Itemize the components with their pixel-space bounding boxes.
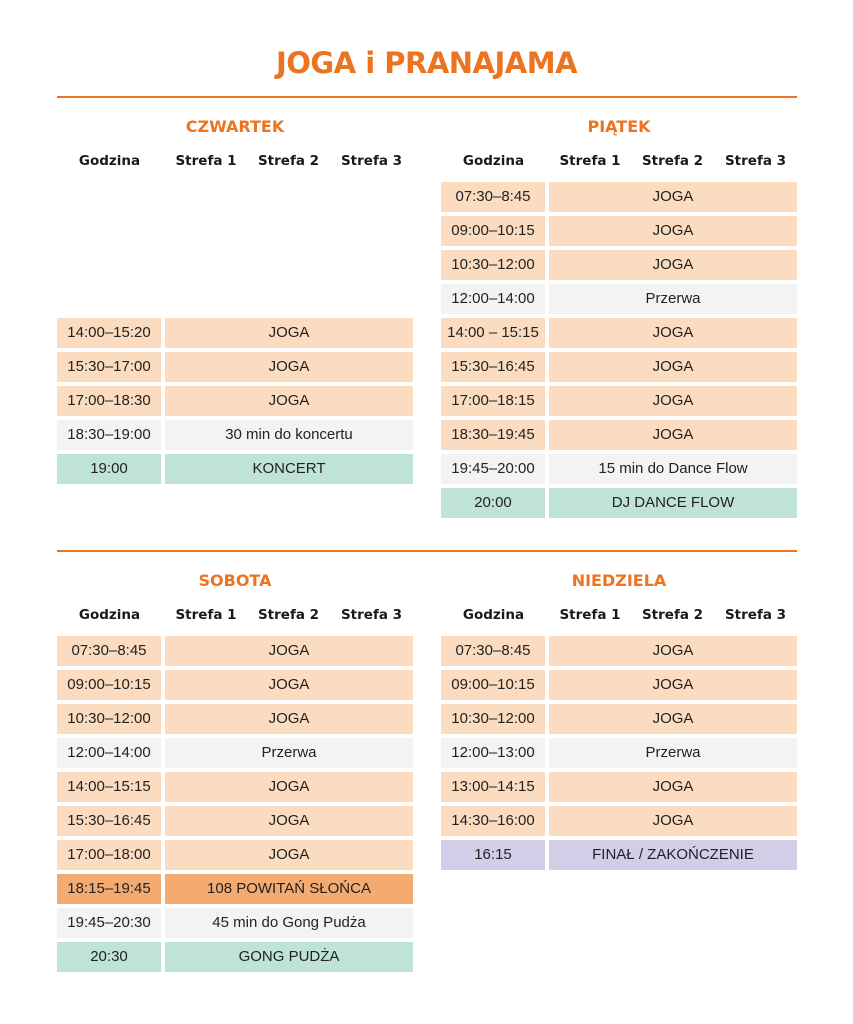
header-zone-2: Strefa 2 — [257, 607, 320, 623]
table-row — [441, 806, 797, 836]
activity-cell: JOGA — [549, 386, 797, 416]
table-row — [57, 670, 413, 700]
table-row — [441, 182, 797, 212]
activity-cell: Przerwa — [549, 738, 797, 768]
activity-cell: DJ DANCE FLOW — [549, 488, 797, 518]
time-cell: 15:30–16:45 — [441, 352, 545, 382]
table-row — [57, 738, 413, 768]
table-row — [57, 806, 413, 836]
table-row — [57, 874, 413, 904]
time-cell: 14:00–15:20 — [57, 318, 161, 348]
table-row — [441, 216, 797, 246]
table-row — [441, 454, 797, 484]
day-title: SOBOTA — [198, 571, 272, 590]
time-cell: 14:00–15:15 — [57, 772, 161, 802]
table-row — [441, 250, 797, 280]
activity-cell: JOGA — [549, 216, 797, 246]
time-cell: 09:00–10:15 — [57, 670, 161, 700]
time-cell: 09:00–10:15 — [441, 216, 545, 246]
activity-cell: JOGA — [549, 182, 797, 212]
time-cell: 20:00 — [441, 488, 545, 518]
day-title: PIĄTEK — [587, 117, 651, 136]
header-zone-2: Strefa 2 — [257, 153, 320, 169]
table-row — [441, 704, 797, 734]
table-row — [57, 352, 413, 382]
time-cell: 10:30–12:00 — [441, 704, 545, 734]
time-cell: 16:15 — [441, 840, 545, 870]
table-header — [441, 153, 797, 173]
header-zone-1: Strefa 1 — [559, 153, 621, 169]
time-cell: 12:00–14:00 — [57, 738, 161, 768]
table-row — [441, 840, 797, 870]
time-cell: 17:00–18:30 — [57, 386, 161, 416]
table-row — [441, 488, 797, 518]
activity-cell: JOGA — [165, 840, 413, 870]
activity-cell: JOGA — [549, 250, 797, 280]
table-row — [57, 454, 413, 484]
header-zone-1: Strefa 1 — [175, 607, 237, 623]
table-row — [441, 772, 797, 802]
activity-cell: JOGA — [165, 670, 413, 700]
time-cell: 09:00–10:15 — [441, 670, 545, 700]
header-time: Godzina — [78, 607, 141, 623]
activity-cell: JOGA — [165, 318, 413, 348]
table-header — [441, 607, 797, 627]
table-row — [441, 420, 797, 450]
activity-cell: JOGA — [549, 352, 797, 382]
table-row — [57, 420, 413, 450]
day-title: NIEDZIELA — [571, 571, 667, 590]
table-row — [441, 318, 797, 348]
time-cell: 07:30–8:45 — [441, 182, 545, 212]
time-cell: 12:00–13:00 — [441, 738, 545, 768]
activity-cell: Przerwa — [165, 738, 413, 768]
header-zone-1: Strefa 1 — [175, 153, 237, 169]
time-cell: 15:30–16:45 — [57, 806, 161, 836]
time-cell: 18:30–19:45 — [441, 420, 545, 450]
table-row — [57, 772, 413, 802]
day-title: CZWARTEK — [185, 117, 285, 136]
activity-cell: 15 min do Dance Flow — [549, 454, 797, 484]
header-time: Godzina — [78, 153, 141, 169]
table-row — [441, 636, 797, 666]
activity-cell: JOGA — [165, 704, 413, 734]
time-cell: 14:00 – 15:15 — [441, 318, 545, 348]
activity-cell: JOGA — [549, 670, 797, 700]
header-zone-3: Strefa 3 — [340, 153, 403, 169]
table-row — [441, 738, 797, 768]
table-header — [57, 607, 413, 627]
table-row — [57, 386, 413, 416]
activity-cell: JOGA — [165, 772, 413, 802]
header-zone-1: Strefa 1 — [559, 607, 621, 623]
time-cell: 13:00–14:15 — [441, 772, 545, 802]
table-row — [57, 840, 413, 870]
header-time: Godzina — [462, 607, 525, 623]
header-zone-2: Strefa 2 — [641, 607, 704, 623]
table-header — [57, 153, 413, 173]
activity-cell: JOGA — [165, 806, 413, 836]
activity-cell: GONG PUDŻA — [165, 942, 413, 972]
time-cell: 18:15–19:45 — [57, 874, 161, 904]
time-cell: 19:45–20:00 — [441, 454, 545, 484]
activity-cell: JOGA — [165, 386, 413, 416]
activity-cell: JOGA — [549, 772, 797, 802]
activity-cell: JOGA — [165, 352, 413, 382]
activity-cell: 30 min do koncertu — [165, 420, 413, 450]
time-cell: 19:45–20:30 — [57, 908, 161, 938]
table-row — [57, 636, 413, 666]
header-zone-3: Strefa 3 — [724, 153, 787, 169]
activity-cell: JOGA — [549, 318, 797, 348]
activity-cell: JOGA — [549, 806, 797, 836]
top-divider — [57, 96, 797, 98]
time-cell: 18:30–19:00 — [57, 420, 161, 450]
time-cell: 17:00–18:00 — [57, 840, 161, 870]
time-cell: 10:30–12:00 — [441, 250, 545, 280]
activity-cell: JOGA — [549, 704, 797, 734]
table-row — [441, 352, 797, 382]
activity-cell: JOGA — [549, 636, 797, 666]
table-row — [57, 942, 413, 972]
time-cell: 07:30–8:45 — [57, 636, 161, 666]
table-row — [441, 386, 797, 416]
time-cell: 15:30–17:00 — [57, 352, 161, 382]
middle-divider — [57, 550, 797, 552]
activity-cell: KONCERT — [165, 454, 413, 484]
table-row — [57, 908, 413, 938]
activity-cell: JOGA — [165, 636, 413, 666]
activity-cell: Przerwa — [549, 284, 797, 314]
header-zone-3: Strefa 3 — [340, 607, 403, 623]
time-cell: 19:00 — [57, 454, 161, 484]
activity-cell: 45 min do Gong Pudża — [165, 908, 413, 938]
time-cell: 20:30 — [57, 942, 161, 972]
page-title: JOGA i PRANAJAMA — [275, 46, 578, 80]
time-cell: 12:00–14:00 — [441, 284, 545, 314]
table-row — [57, 318, 413, 348]
activity-cell: JOGA — [549, 420, 797, 450]
table-row — [441, 284, 797, 314]
time-cell: 17:00–18:15 — [441, 386, 545, 416]
time-cell: 10:30–12:00 — [57, 704, 161, 734]
activity-cell: FINAŁ / ZAKOŃCZENIE — [549, 840, 797, 870]
time-cell: 14:30–16:00 — [441, 806, 545, 836]
header-zone-2: Strefa 2 — [641, 153, 704, 169]
time-cell: 07:30–8:45 — [441, 636, 545, 666]
table-row — [441, 670, 797, 700]
header-zone-3: Strefa 3 — [724, 607, 787, 623]
table-row — [57, 704, 413, 734]
activity-cell: 108 POWITAŃ SŁOŃCA — [165, 874, 413, 904]
header-time: Godzina — [462, 153, 525, 169]
